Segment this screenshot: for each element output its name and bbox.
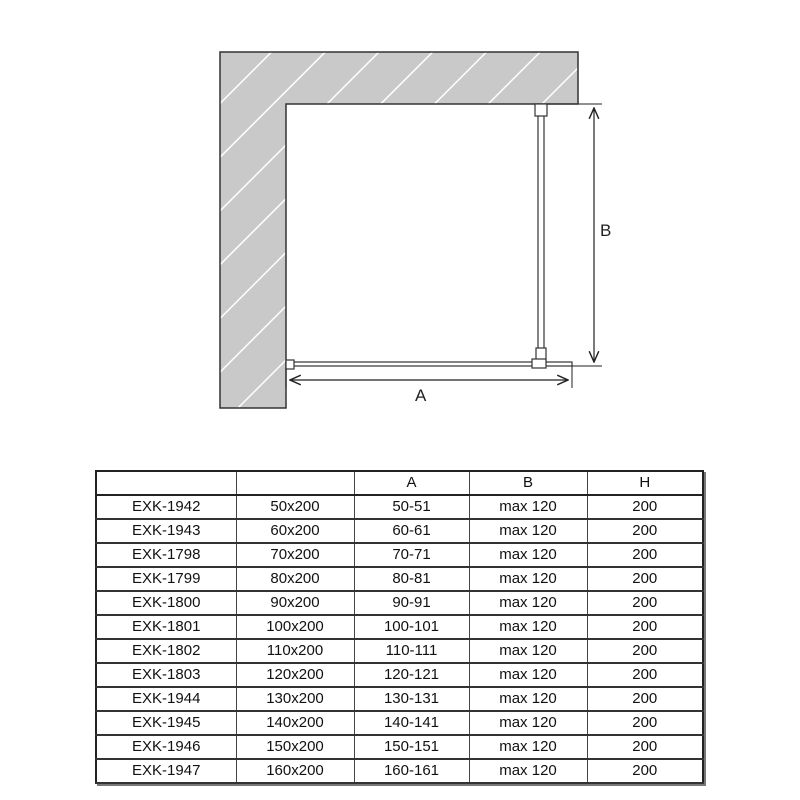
- cell-code: EXK-1802: [96, 639, 236, 663]
- cell-size: 70x200: [236, 543, 354, 567]
- cell-b: max 120: [469, 711, 587, 735]
- table-row: [96, 543, 703, 567]
- dimensions-table: [95, 470, 704, 784]
- table-row: [96, 639, 703, 663]
- cell-b: max 120: [469, 543, 587, 567]
- table-row: [96, 495, 703, 519]
- wall-hatched: [220, 52, 578, 408]
- cell-a: 150-151: [354, 735, 469, 759]
- cell-h: 200: [587, 591, 703, 615]
- cell-code: EXK-1798: [96, 543, 236, 567]
- cell-size: 100x200: [236, 615, 354, 639]
- cell-code: EXK-1945: [96, 711, 236, 735]
- cell-a: 90-91: [354, 591, 469, 615]
- cell-size: 80x200: [236, 567, 354, 591]
- cell-code: EXK-1944: [96, 687, 236, 711]
- cell-b: max 120: [469, 567, 587, 591]
- cell-h: 200: [587, 687, 703, 711]
- cell-b: max 120: [469, 735, 587, 759]
- cell-a: 120-121: [354, 663, 469, 687]
- table-body: [96, 495, 703, 783]
- cell-h: 200: [587, 615, 703, 639]
- cell-b: max 120: [469, 687, 587, 711]
- cell-code: EXK-1801: [96, 615, 236, 639]
- dimension-b-label: B: [600, 221, 612, 240]
- cell-h: 200: [587, 711, 703, 735]
- table-row: [96, 711, 703, 735]
- header-code: [96, 471, 236, 495]
- table-row: [96, 759, 703, 783]
- cell-code: EXK-1943: [96, 519, 236, 543]
- cell-size: 160x200: [236, 759, 354, 783]
- cell-h: 200: [587, 663, 703, 687]
- cell-code: EXK-1946: [96, 735, 236, 759]
- table-row: [96, 663, 703, 687]
- cell-b: max 120: [469, 639, 587, 663]
- cell-code: EXK-1947: [96, 759, 236, 783]
- cell-h: 200: [587, 543, 703, 567]
- table-header-row: [96, 471, 703, 495]
- cell-a: 80-81: [354, 567, 469, 591]
- header-b: B: [469, 471, 587, 495]
- cell-code: EXK-1799: [96, 567, 236, 591]
- cell-a: 160-161: [354, 759, 469, 783]
- cell-code: EXK-1803: [96, 663, 236, 687]
- cell-size: 90x200: [236, 591, 354, 615]
- cell-a: 110-111: [354, 639, 469, 663]
- dimension-a: [286, 366, 572, 388]
- table-row: [96, 615, 703, 639]
- cell-size: 140x200: [236, 711, 354, 735]
- cell-size: 110x200: [236, 639, 354, 663]
- cell-a: 70-71: [354, 543, 469, 567]
- cell-b: max 120: [469, 495, 587, 519]
- table-row: [96, 735, 703, 759]
- cell-b: max 120: [469, 519, 587, 543]
- header-h: H: [587, 471, 703, 495]
- cell-h: 200: [587, 735, 703, 759]
- table-row: [96, 567, 703, 591]
- cell-size: 130x200: [236, 687, 354, 711]
- cell-a: 130-131: [354, 687, 469, 711]
- cell-a: 50-51: [354, 495, 469, 519]
- table-row: [96, 591, 703, 615]
- dimension-b: [547, 104, 602, 366]
- cell-h: 200: [587, 639, 703, 663]
- cell-size: 150x200: [236, 735, 354, 759]
- cell-code: EXK-1800: [96, 591, 236, 615]
- header-size: [236, 471, 354, 495]
- cell-h: 200: [587, 495, 703, 519]
- header-a: A: [354, 471, 469, 495]
- cell-a: 140-141: [354, 711, 469, 735]
- table-row: [96, 687, 703, 711]
- cell-b: max 120: [469, 591, 587, 615]
- cell-a: 100-101: [354, 615, 469, 639]
- cell-size: 60x200: [236, 519, 354, 543]
- cell-code: EXK-1942: [96, 495, 236, 519]
- cell-b: max 120: [469, 615, 587, 639]
- cell-size: 50x200: [236, 495, 354, 519]
- dimension-a-label: A: [415, 386, 427, 405]
- front-glass-panel: [286, 359, 572, 369]
- table-row: [96, 519, 703, 543]
- cell-a: 60-61: [354, 519, 469, 543]
- cell-h: 200: [587, 759, 703, 783]
- cell-b: max 120: [469, 663, 587, 687]
- cell-h: 200: [587, 567, 703, 591]
- cell-size: 120x200: [236, 663, 354, 687]
- cell-b: max 120: [469, 759, 587, 783]
- cell-h: 200: [587, 519, 703, 543]
- side-glass-panel: [535, 104, 547, 362]
